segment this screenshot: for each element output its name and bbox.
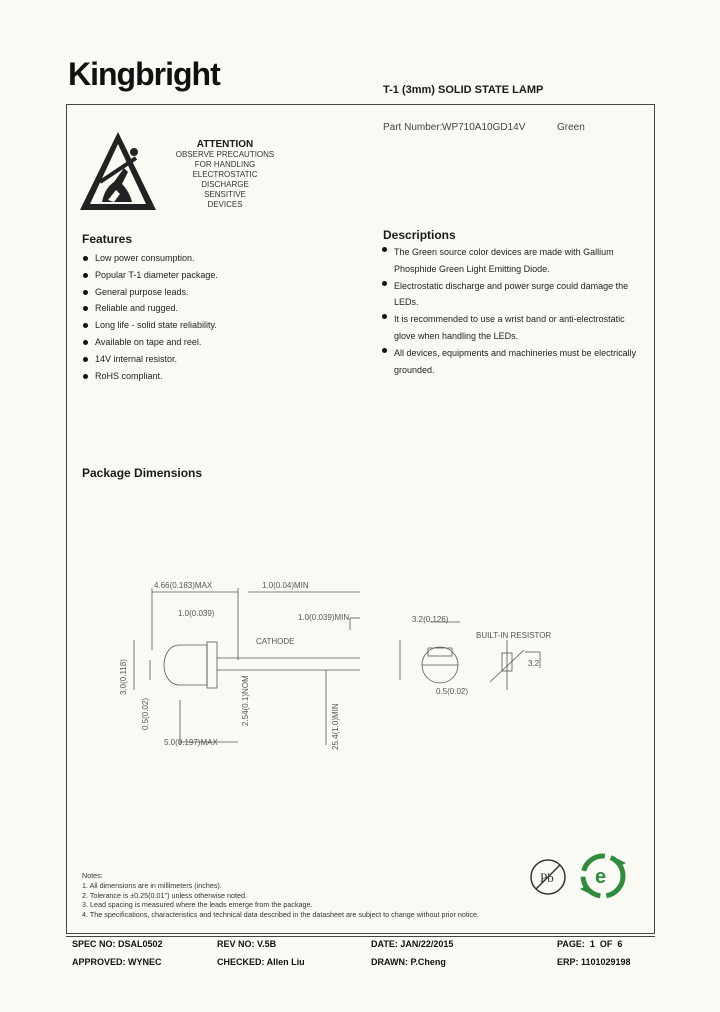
descriptions-title: Descriptions [383,228,456,242]
dim-label: CATHODE [256,637,295,646]
part-color: Green [557,122,585,133]
dim-label: 2.54(0.1)NOM [241,675,250,726]
notes-title: Notes: [82,871,103,880]
drawn-by: DRAWN: P.Cheng [371,957,446,967]
features-title: Features [82,232,133,246]
pb-free-icon [528,857,568,902]
spec-number: SPEC NO: DSAL0502 [72,939,163,949]
attention-line: DISCHARGE [201,180,249,189]
list-item: Long life - solid state reliability. [82,320,218,337]
list-item: Electrostatic discharge and power surge could damage the LEDs. [381,278,643,312]
rohs-compliance-icon [578,853,628,904]
attention-title: ATTENTION [196,139,254,150]
erp-number: ERP: 1101029198 [557,957,631,967]
list-item: RoHS compliant. [82,371,218,388]
part-number-label: Part Number: [383,122,443,133]
dim-label: 1.0(0.039) [178,609,215,618]
notes-block [82,871,479,920]
list-item: Low power consumption. [82,253,218,270]
dim-label: 0.5(0.02) [436,687,469,696]
list-item: All devices, equipments and machineries must be electrically grounded. [381,345,643,379]
list-item: 14V internal resistor. [82,354,218,371]
revision-date: DATE: JAN/22/2015 [371,939,454,949]
dim-label: 3.0(0.118) [119,659,128,695]
attention-line: FOR HANDLING [194,160,256,169]
pb-symbol: Pb [540,870,554,885]
revision-number: REV NO: V.5B [217,939,277,949]
lamp-dome [164,645,207,685]
dim-label: 3.2(0.126) [412,615,449,624]
note-line: 4. The specifications, characteristics and technical data described in the datasheet are subject to change without prior notice. [82,910,480,920]
document-title: T-1 (3mm) SOLID STATE LAMP [383,84,544,96]
attention-line: SENSITIVE [204,190,246,199]
dim-label: 5.0(0.197)MAX [164,738,218,747]
list-item: Available on tape and reel. [82,337,218,354]
list-item: General purpose leads. [82,287,218,304]
dim-label: 1.0(0.039)MIN [298,613,350,622]
attention-line: DEVICES [207,200,243,209]
dim-label: 25.4(1.0)MIN [331,703,340,750]
part-number-value: WP710A10GD14V [442,122,526,133]
features-list [82,253,218,387]
brand-logo: Kingbright [68,56,220,92]
content-frame [66,104,655,934]
page-number: PAGE: 1 OF 6 [557,939,623,949]
list-item: It is recommended to use a wrist band or anti-electrostatic glove when handling the LEDs. [381,311,643,345]
list-item: The Green source color devices are made with Gallium Phosphide Green Light Emitting Diode. [381,244,643,278]
dim-label: BUILT-IN RESISTOR [476,631,552,640]
attention-block [160,139,290,210]
rohs-symbol: e [595,866,607,888]
footer-divider [66,936,655,937]
dim-label: 0.5(0.02) [141,697,150,730]
note-line: 3. Lead spacing is measured where the leads emerge from the package. [82,900,313,910]
dim-label: 1.0(0.04)MIN [262,581,309,590]
list-item: Popular T-1 diameter package. [82,270,218,287]
note-line: 2. Tolerance is ±0.25(0.01") unless otherwise noted. [82,890,247,900]
esd-warning-icon [78,128,158,219]
note-line: 1. All dimensions are in millimeters (inches). [82,880,222,890]
checked-by: CHECKED: Allen Liu [217,957,305,967]
descriptions-list [381,244,643,378]
attention-line: OBSERVE PRECAUTIONS [175,150,275,159]
package-drawing [70,570,650,770]
package-dimensions-title: Package Dimensions [82,466,203,480]
attention-line: ELECTROSTATIC [192,170,258,179]
lamp-flange [207,642,217,688]
dim-label: 4.66(0.183)MAX [154,581,213,590]
approved-by: APPROVED: WYNEC [72,957,162,967]
dim-label: 3.2 [528,659,540,668]
list-item: Reliable and rugged. [82,303,218,320]
